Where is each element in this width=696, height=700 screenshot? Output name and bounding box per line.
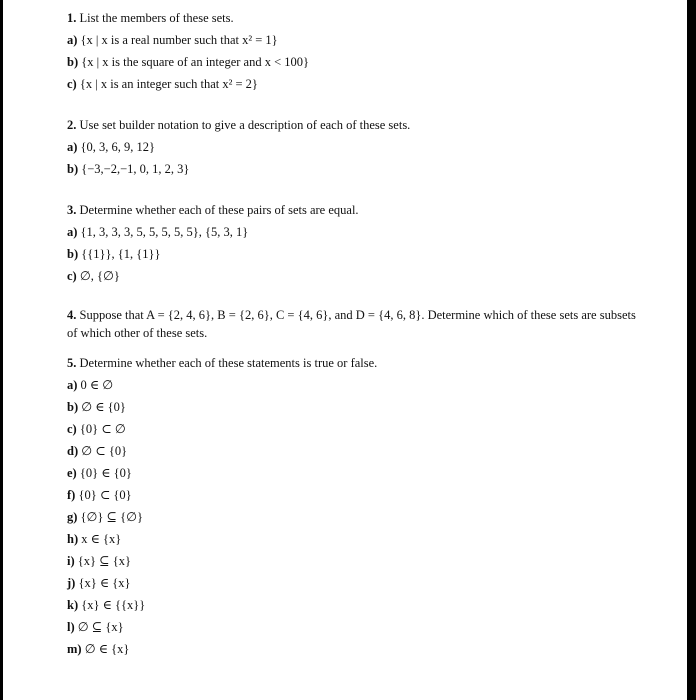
q3-item-c: c) ∅, {∅}: [67, 269, 120, 283]
q3-title-text: Determine whether each of these pairs of sets are equal.: [79, 203, 359, 217]
q3-number: 3.: [67, 203, 77, 217]
q3-title: [67, 199, 647, 221]
q5-item-e: e) {0} ∈ {0}: [67, 466, 132, 480]
problem-set: [67, 7, 647, 660]
q2-title: [67, 114, 647, 136]
q3-item-a: a) {1, 3, 3, 3, 5, 5, 5, 5, 5}, {5, 3, 1}: [67, 225, 249, 239]
q1-item-c: c) {x | x is an integer such that x² = 2}: [67, 77, 258, 91]
q2-item-a: a) {0, 3, 6, 9, 12}: [67, 140, 156, 154]
q5-item-g: g) {∅} ⊆ {∅}: [67, 510, 144, 524]
q4-number: 4.: [67, 308, 77, 322]
q5-item-h: h) x ∈ {x}: [67, 532, 122, 546]
q1-number: 1.: [67, 11, 77, 25]
q5-item-d: d) ∅ ⊂ {0}: [67, 444, 128, 458]
q5-item-c: c) {0} ⊂ ∅: [67, 422, 126, 436]
q4-text: [67, 306, 647, 342]
q2-number: 2.: [67, 118, 77, 132]
q5-item-j: j) {x} ∈ {x}: [67, 576, 131, 590]
q5-item-i: i) {x} ⊆ {x}: [67, 554, 131, 568]
q5-item-b: b) ∅ ∈ {0}: [67, 400, 126, 414]
q2-item-b: b) {−3,−2,−1, 0, 1, 2, 3}: [67, 162, 190, 176]
q3-item-b: b) {{1}}, {1, {1}}: [67, 247, 161, 261]
q5-title: [67, 352, 647, 374]
q5-item-a: a) 0 ∈ ∅: [67, 378, 114, 392]
q2-title-text: Use set builder notation to give a description of each of these sets.: [79, 118, 411, 132]
q5-item-k: k) {x} ∈ {{x}}: [67, 598, 146, 612]
q5-item-l: l) ∅ ⊆ {x}: [67, 620, 124, 634]
q4-body: Suppose that A = {2, 4, 6}, B = {2, 6}, C = {4, 6}, and D = {4, 6, 8}. Determine which of these sets are subsets of which other of these sets.: [67, 308, 636, 340]
q5-item-m: m) ∅ ∈ {x}: [67, 642, 130, 656]
q1-title: [67, 7, 647, 29]
q5-item-f: f) {0} ⊂ {0}: [67, 488, 132, 502]
q5-title-text: Determine whether each of these statements is true or false.: [79, 356, 378, 370]
document-page: [3, 0, 687, 700]
q1-title-text: List the members of these sets.: [79, 11, 234, 25]
q1-item-b: b) {x | x is the square of an integer and x < 100}: [67, 55, 309, 69]
q1-item-a: a) {x | x is a real number such that x² = 1}: [67, 33, 278, 47]
q5-number: 5.: [67, 356, 77, 370]
